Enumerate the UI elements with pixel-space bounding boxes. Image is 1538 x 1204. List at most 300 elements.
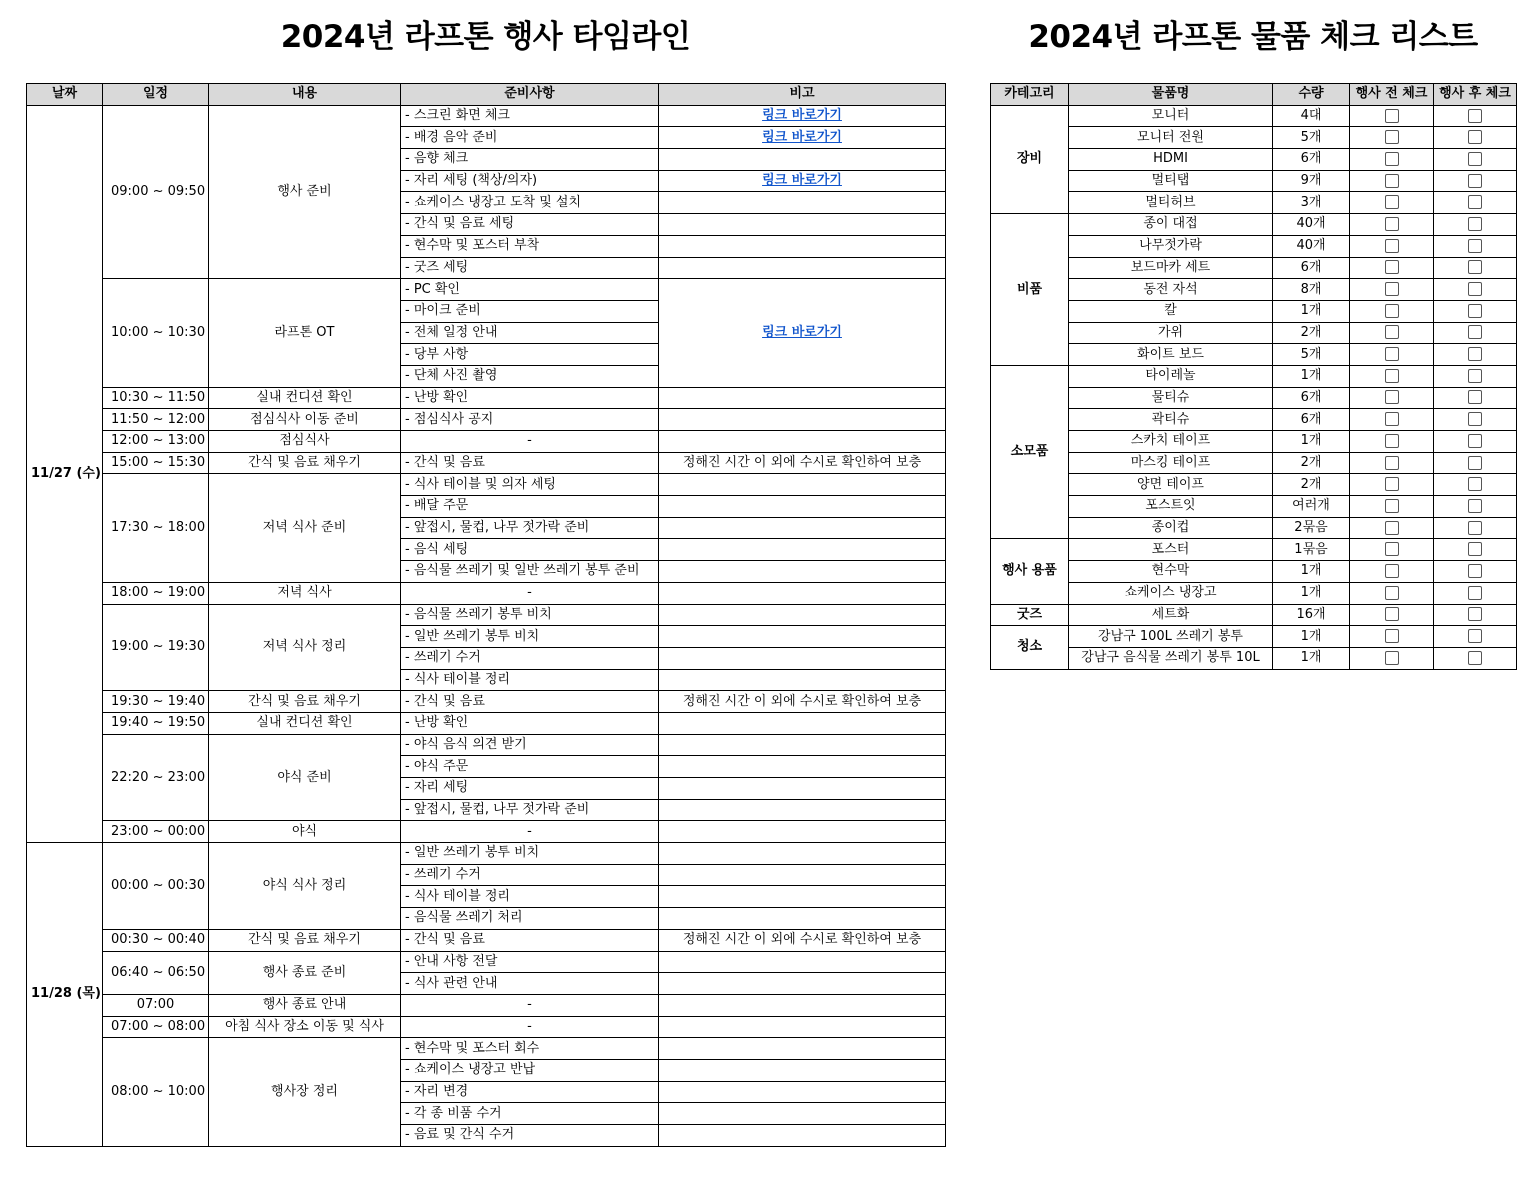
prep-cell: - 자리 세팅 (책상/의자): [401, 170, 659, 192]
note-cell: [659, 973, 946, 995]
content-cell: 저녁 식사 준비: [209, 474, 401, 582]
check-before-checkbox[interactable]: [1385, 499, 1399, 513]
prep-cell: - 전체 일정 안내: [401, 322, 659, 344]
prep-cell: - 스크린 화면 체크: [401, 105, 659, 127]
item-name-cell: 세트화: [1069, 604, 1273, 626]
quantity-cell: 1개: [1273, 647, 1350, 669]
table-row: [27, 929, 946, 951]
prep-cell: - 각 종 비품 수거: [401, 1103, 659, 1125]
category-cell: 행사 용품: [991, 539, 1069, 604]
list-item: [991, 431, 1517, 453]
item-name-cell: 타이레놀: [1069, 365, 1273, 387]
check-after-checkbox[interactable]: [1468, 152, 1482, 166]
item-name-cell: 모니터 전원: [1069, 127, 1273, 149]
content-cell: 행사 준비: [209, 105, 401, 279]
list-item: [991, 149, 1517, 171]
note-cell: [659, 994, 946, 1016]
prep-cell: -: [401, 582, 659, 604]
list-item: [991, 474, 1517, 496]
prep-cell: - 점심식사 공지: [401, 409, 659, 431]
schedule-cell: 00:30 ~ 00:40: [103, 929, 209, 951]
list-item: [991, 257, 1517, 279]
header-prep: 준비사항: [401, 84, 659, 106]
note-cell: [659, 214, 946, 236]
check-before-cell: [1350, 170, 1434, 192]
schedule-cell: 12:00 ~ 13:00: [103, 431, 209, 453]
prep-cell: - 식사 관련 안내: [401, 973, 659, 995]
quantity-cell: 1묶음: [1273, 539, 1350, 561]
check-before-cell: [1350, 409, 1434, 431]
check-after-checkbox[interactable]: [1468, 412, 1482, 426]
note-cell: [659, 1016, 946, 1038]
item-name-cell: 멀티탭: [1069, 170, 1273, 192]
item-name-cell: 나무젓가락: [1069, 235, 1273, 257]
prep-cell: - 음향 체크: [401, 149, 659, 171]
note-cell: [659, 1059, 946, 1081]
category-cell: 비품: [991, 214, 1069, 366]
checklist-table: [990, 83, 1517, 670]
item-name-cell: 종이컵: [1069, 517, 1273, 539]
prep-cell: - 배경 음악 준비: [401, 127, 659, 149]
check-after-cell: [1434, 365, 1517, 387]
check-before-cell: [1350, 582, 1434, 604]
quantity-cell: 9개: [1273, 170, 1350, 192]
check-before-checkbox[interactable]: [1385, 412, 1399, 426]
check-after-checkbox[interactable]: [1468, 521, 1482, 535]
list-item: [991, 365, 1517, 387]
item-name-cell: 종이 대접: [1069, 214, 1273, 236]
schedule-cell: 11:50 ~ 12:00: [103, 409, 209, 431]
timeline-table: [26, 83, 946, 1147]
prep-cell: - 일반 쓰레기 봉투 비치: [401, 626, 659, 648]
check-before-cell: [1350, 647, 1434, 669]
note-cell: [659, 127, 946, 149]
check-after-checkbox[interactable]: [1468, 239, 1482, 253]
header-content: 내용: [209, 84, 401, 106]
quantity-cell: 여러개: [1273, 496, 1350, 518]
content-cell: 행사 종료 준비: [209, 951, 401, 994]
item-name-cell: HDMI: [1069, 149, 1273, 171]
schedule-cell: 19:40 ~ 19:50: [103, 712, 209, 734]
content-cell: 실내 컨디션 확인: [209, 387, 401, 409]
quantity-cell: 8개: [1273, 279, 1350, 301]
schedule-cell: 10:30 ~ 11:50: [103, 387, 209, 409]
header-check-before: 행사 전 체크: [1350, 84, 1434, 106]
check-before-checkbox[interactable]: [1385, 304, 1399, 318]
check-after-checkbox[interactable]: [1468, 651, 1482, 665]
check-after-cell: [1434, 257, 1517, 279]
list-item: [991, 517, 1517, 539]
schedule-cell: 18:00 ~ 19:00: [103, 582, 209, 604]
schedule-cell: 00:00 ~ 00:30: [103, 843, 209, 930]
list-item: [991, 539, 1517, 561]
table-row: [27, 843, 946, 865]
check-before-cell: [1350, 452, 1434, 474]
content-cell: 야식 식사 정리: [209, 843, 401, 930]
prep-cell: - 난방 확인: [401, 387, 659, 409]
prep-cell: - 식사 테이블 및 의자 세팅: [401, 474, 659, 496]
category-cell: 장비: [991, 105, 1069, 213]
item-name-cell: 동전 자석: [1069, 279, 1273, 301]
quantity-cell: 4대: [1273, 105, 1350, 127]
check-after-checkbox[interactable]: [1468, 369, 1482, 383]
check-after-cell: [1434, 192, 1517, 214]
note-cell: [659, 886, 946, 908]
date-cell: 11/27 (수): [27, 105, 103, 842]
check-before-checkbox[interactable]: [1385, 282, 1399, 296]
quantity-cell: 2개: [1273, 452, 1350, 474]
content-cell: 행사 종료 안내: [209, 994, 401, 1016]
check-before-cell: [1350, 365, 1434, 387]
quantity-cell: 6개: [1273, 387, 1350, 409]
check-before-checkbox[interactable]: [1385, 607, 1399, 621]
note-cell: [659, 170, 946, 192]
check-before-checkbox[interactable]: [1385, 239, 1399, 253]
prep-cell: - 식사 테이블 정리: [401, 886, 659, 908]
prep-cell: - 간식 및 음료: [401, 691, 659, 713]
note-cell: [659, 279, 946, 387]
check-after-checkbox[interactable]: [1468, 477, 1482, 491]
check-before-cell: [1350, 474, 1434, 496]
note-cell: [659, 799, 946, 821]
check-after-cell: [1434, 517, 1517, 539]
check-before-checkbox[interactable]: [1385, 434, 1399, 448]
header-check-after: 행사 후 체크: [1434, 84, 1517, 106]
content-cell: 저녁 식사: [209, 582, 401, 604]
check-after-checkbox[interactable]: [1468, 564, 1482, 578]
list-item: [991, 322, 1517, 344]
note-cell: [659, 192, 946, 214]
header-category: 카테고리: [991, 84, 1069, 106]
schedule-cell: 09:00 ~ 09:50: [103, 105, 209, 279]
check-after-checkbox[interactable]: [1468, 542, 1482, 556]
check-before-checkbox[interactable]: [1385, 217, 1399, 231]
content-cell: 야식: [209, 821, 401, 843]
quantity-cell: 2개: [1273, 474, 1350, 496]
prep-cell: - 앞접시, 물컵, 나무 젓가락 준비: [401, 799, 659, 821]
check-before-cell: [1350, 105, 1434, 127]
check-after-cell: [1434, 300, 1517, 322]
note-cell: [659, 561, 946, 583]
note-cell: [659, 1081, 946, 1103]
header-date: 날짜: [27, 84, 103, 106]
list-item: [991, 409, 1517, 431]
list-item: [991, 582, 1517, 604]
list-item: [991, 279, 1517, 301]
prep-cell: -: [401, 821, 659, 843]
note-cell: [659, 149, 946, 171]
check-before-checkbox[interactable]: [1385, 629, 1399, 643]
check-before-checkbox[interactable]: [1385, 195, 1399, 209]
check-after-checkbox[interactable]: [1468, 390, 1482, 404]
item-name-cell: 가위: [1069, 322, 1273, 344]
schedule-cell: 06:40 ~ 06:50: [103, 951, 209, 994]
timeline-title: 2024년 라프톤 행사 타임라인: [280, 19, 691, 55]
content-cell: 점심식사 이동 준비: [209, 409, 401, 431]
content-cell: 야식 준비: [209, 734, 401, 821]
list-item: [991, 127, 1517, 149]
prep-cell: -: [401, 994, 659, 1016]
prep-cell: - 자리 세팅: [401, 778, 659, 800]
check-before-checkbox[interactable]: [1385, 651, 1399, 665]
table-row: [27, 387, 946, 409]
check-after-cell: [1434, 561, 1517, 583]
check-after-checkbox[interactable]: [1468, 607, 1482, 621]
quantity-cell: 1개: [1273, 431, 1350, 453]
check-after-checkbox[interactable]: [1468, 304, 1482, 318]
content-cell: 점심식사: [209, 431, 401, 453]
check-before-checkbox[interactable]: [1385, 390, 1399, 404]
item-name-cell: 양면 테이프: [1069, 474, 1273, 496]
content-cell: 라프톤 OT: [209, 279, 401, 387]
item-name-cell: 화이트 보드: [1069, 344, 1273, 366]
shortcut-link[interactable]: 링크 바로가기: [762, 108, 842, 124]
check-before-checkbox[interactable]: [1385, 564, 1399, 578]
category-cell: 소모품: [991, 365, 1069, 539]
list-item: [991, 344, 1517, 366]
item-name-cell: 모니터: [1069, 105, 1273, 127]
check-after-checkbox[interactable]: [1468, 282, 1482, 296]
prep-cell: - 일반 쓰레기 봉투 비치: [401, 843, 659, 865]
check-after-checkbox[interactable]: [1468, 456, 1482, 470]
item-name-cell: 곽티슈: [1069, 409, 1273, 431]
schedule-cell: 19:00 ~ 19:30: [103, 604, 209, 691]
prep-cell: - 야식 주문: [401, 756, 659, 778]
table-row: [27, 431, 946, 453]
check-after-checkbox[interactable]: [1468, 434, 1482, 448]
table-row: [27, 105, 946, 127]
note-cell: [659, 1038, 946, 1060]
table-row: [27, 951, 946, 973]
note-cell: [659, 582, 946, 604]
check-after-checkbox[interactable]: [1468, 325, 1482, 339]
header-schedule: 일정: [103, 84, 209, 106]
check-after-checkbox[interactable]: [1468, 195, 1482, 209]
check-after-cell: [1434, 626, 1517, 648]
quantity-cell: 5개: [1273, 344, 1350, 366]
table-row: [27, 582, 946, 604]
check-after-checkbox[interactable]: [1468, 629, 1482, 643]
shortcut-link[interactable]: 링크 바로가기: [762, 173, 842, 189]
check-before-cell: [1350, 149, 1434, 171]
prep-cell: - 간식 및 음료: [401, 929, 659, 951]
check-before-checkbox[interactable]: [1385, 477, 1399, 491]
check-before-checkbox[interactable]: [1385, 152, 1399, 166]
check-before-checkbox[interactable]: [1385, 456, 1399, 470]
item-name-cell: 멀티허브: [1069, 192, 1273, 214]
prep-cell: - 간식 및 음료 세팅: [401, 214, 659, 236]
quantity-cell: 6개: [1273, 149, 1350, 171]
check-after-cell: [1434, 170, 1517, 192]
note-cell: [659, 604, 946, 626]
check-before-cell: [1350, 300, 1434, 322]
quantity-cell: 2개: [1273, 322, 1350, 344]
prep-cell: - 난방 확인: [401, 712, 659, 734]
prep-cell: - 앞접시, 물컵, 나무 젓가락 준비: [401, 517, 659, 539]
table-row: [27, 712, 946, 734]
prep-cell: - 안내 사항 전달: [401, 951, 659, 973]
check-before-cell: [1350, 257, 1434, 279]
quantity-cell: 5개: [1273, 127, 1350, 149]
check-after-cell: [1434, 496, 1517, 518]
check-after-cell: [1434, 604, 1517, 626]
item-name-cell: 칼: [1069, 300, 1273, 322]
prep-cell: - 현수막 및 포스터 회수: [401, 1038, 659, 1060]
check-before-checkbox[interactable]: [1385, 260, 1399, 274]
prep-cell: - 쇼케이스 냉장고 도착 및 설치: [401, 192, 659, 214]
check-before-cell: [1350, 127, 1434, 149]
check-before-cell: [1350, 561, 1434, 583]
table-row: [27, 1038, 946, 1060]
header-item-name: 물품명: [1069, 84, 1273, 106]
prep-cell: - 음료 및 간식 수거: [401, 1125, 659, 1147]
check-after-checkbox[interactable]: [1468, 260, 1482, 274]
schedule-cell: 23:00 ~ 00:00: [103, 821, 209, 843]
prep-cell: - PC 확인: [401, 279, 659, 301]
quantity-cell: 40개: [1273, 235, 1350, 257]
check-before-checkbox[interactable]: [1385, 130, 1399, 144]
quantity-cell: 1개: [1273, 626, 1350, 648]
schedule-cell: 17:30 ~ 18:00: [103, 474, 209, 582]
table-row: [27, 734, 946, 756]
list-item: [991, 452, 1517, 474]
check-before-cell: [1350, 387, 1434, 409]
check-before-cell: [1350, 235, 1434, 257]
schedule-cell: 22:20 ~ 23:00: [103, 734, 209, 821]
note-cell: [659, 387, 946, 409]
note-cell: [659, 864, 946, 886]
check-after-checkbox[interactable]: [1468, 499, 1482, 513]
note-cell: [659, 951, 946, 973]
note-cell: [659, 647, 946, 669]
quantity-cell: 6개: [1273, 409, 1350, 431]
list-item: [991, 561, 1517, 583]
item-name-cell: 포스터: [1069, 539, 1273, 561]
date-cell: 11/28 (목): [27, 843, 103, 1147]
list-item: [991, 647, 1517, 669]
check-before-checkbox[interactable]: [1385, 325, 1399, 339]
category-cell: 청소: [991, 626, 1069, 669]
note-cell: [659, 669, 946, 691]
note-cell: [659, 712, 946, 734]
list-item: [991, 300, 1517, 322]
item-name-cell: 쇼케이스 냉장고: [1069, 582, 1273, 604]
check-after-checkbox[interactable]: [1468, 586, 1482, 600]
list-item: [991, 235, 1517, 257]
note-cell: [659, 626, 946, 648]
note-cell: 정해진 시간 이 외에 수시로 확인하여 보충: [659, 691, 946, 713]
schedule-cell: 07:00: [103, 994, 209, 1016]
content-cell: 행사장 정리: [209, 1038, 401, 1146]
list-item: [991, 192, 1517, 214]
check-after-cell: [1434, 431, 1517, 453]
check-after-cell: [1434, 409, 1517, 431]
note-cell: [659, 409, 946, 431]
check-after-checkbox[interactable]: [1468, 130, 1482, 144]
check-before-cell: [1350, 344, 1434, 366]
check-before-checkbox[interactable]: [1385, 369, 1399, 383]
note-cell: [659, 756, 946, 778]
content-cell: 아침 식사 장소 이동 및 식사: [209, 1016, 401, 1038]
note-cell: [659, 1103, 946, 1125]
note-cell: [659, 843, 946, 865]
check-after-cell: [1434, 105, 1517, 127]
content-cell: 간식 및 음료 채우기: [209, 452, 401, 474]
check-before-checkbox[interactable]: [1385, 586, 1399, 600]
check-after-checkbox[interactable]: [1468, 217, 1482, 231]
header-quantity: 수량: [1273, 84, 1350, 106]
check-after-cell: [1434, 539, 1517, 561]
prep-cell: - 쓰레기 수거: [401, 647, 659, 669]
shortcut-link[interactable]: 링크 바로가기: [762, 129, 842, 145]
prep-cell: -: [401, 1016, 659, 1038]
list-item: [991, 105, 1517, 127]
item-name-cell: 마스킹 테이프: [1069, 452, 1273, 474]
content-cell: 저녁 식사 정리: [209, 604, 401, 691]
checklist-header-row: [991, 84, 1517, 106]
quantity-cell: 1개: [1273, 561, 1350, 583]
prep-cell: - 굿즈 세팅: [401, 257, 659, 279]
check-before-checkbox[interactable]: [1385, 521, 1399, 535]
note-cell: 정해진 시간 이 외에 수시로 확인하여 보충: [659, 452, 946, 474]
check-after-checkbox[interactable]: [1468, 109, 1482, 123]
list-item: [991, 170, 1517, 192]
prep-cell: - 음식물 쓰레기 봉투 비치: [401, 604, 659, 626]
schedule-cell: 15:00 ~ 15:30: [103, 452, 209, 474]
table-row: [27, 279, 946, 301]
check-before-cell: [1350, 496, 1434, 518]
prep-cell: - 배달 주문: [401, 496, 659, 518]
check-before-checkbox[interactable]: [1385, 109, 1399, 123]
note-cell: [659, 778, 946, 800]
content-cell: 실내 컨디션 확인: [209, 712, 401, 734]
check-before-checkbox[interactable]: [1385, 174, 1399, 188]
note-cell: [659, 908, 946, 930]
shortcut-link[interactable]: 링크 바로가기: [762, 324, 842, 340]
check-before-cell: [1350, 214, 1434, 236]
list-item: [991, 626, 1517, 648]
prep-cell: - 당부 사항: [401, 344, 659, 366]
check-after-cell: [1434, 322, 1517, 344]
table-row: [27, 821, 946, 843]
note-cell: [659, 517, 946, 539]
item-name-cell: 현수막: [1069, 561, 1273, 583]
note-cell: [659, 257, 946, 279]
note-cell: [659, 496, 946, 518]
item-name-cell: 강남구 100L 쓰레기 봉투: [1069, 626, 1273, 648]
list-item: [991, 496, 1517, 518]
quantity-cell: 6개: [1273, 257, 1350, 279]
item-name-cell: 보드마카 세트: [1069, 257, 1273, 279]
item-name-cell: 포스트잇: [1069, 496, 1273, 518]
item-name-cell: 물티슈: [1069, 387, 1273, 409]
note-cell: [659, 105, 946, 127]
table-row: [27, 1016, 946, 1038]
check-after-cell: [1434, 474, 1517, 496]
check-after-checkbox[interactable]: [1468, 347, 1482, 361]
prep-cell: - 자리 변경: [401, 1081, 659, 1103]
quantity-cell: 3개: [1273, 192, 1350, 214]
check-after-cell: [1434, 582, 1517, 604]
note-cell: [659, 539, 946, 561]
prep-cell: -: [401, 431, 659, 453]
check-before-checkbox[interactable]: [1385, 542, 1399, 556]
table-row: [27, 604, 946, 626]
quantity-cell: 2묶음: [1273, 517, 1350, 539]
schedule-cell: 07:00 ~ 08:00: [103, 1016, 209, 1038]
check-before-checkbox[interactable]: [1385, 347, 1399, 361]
check-after-checkbox[interactable]: [1468, 174, 1482, 188]
